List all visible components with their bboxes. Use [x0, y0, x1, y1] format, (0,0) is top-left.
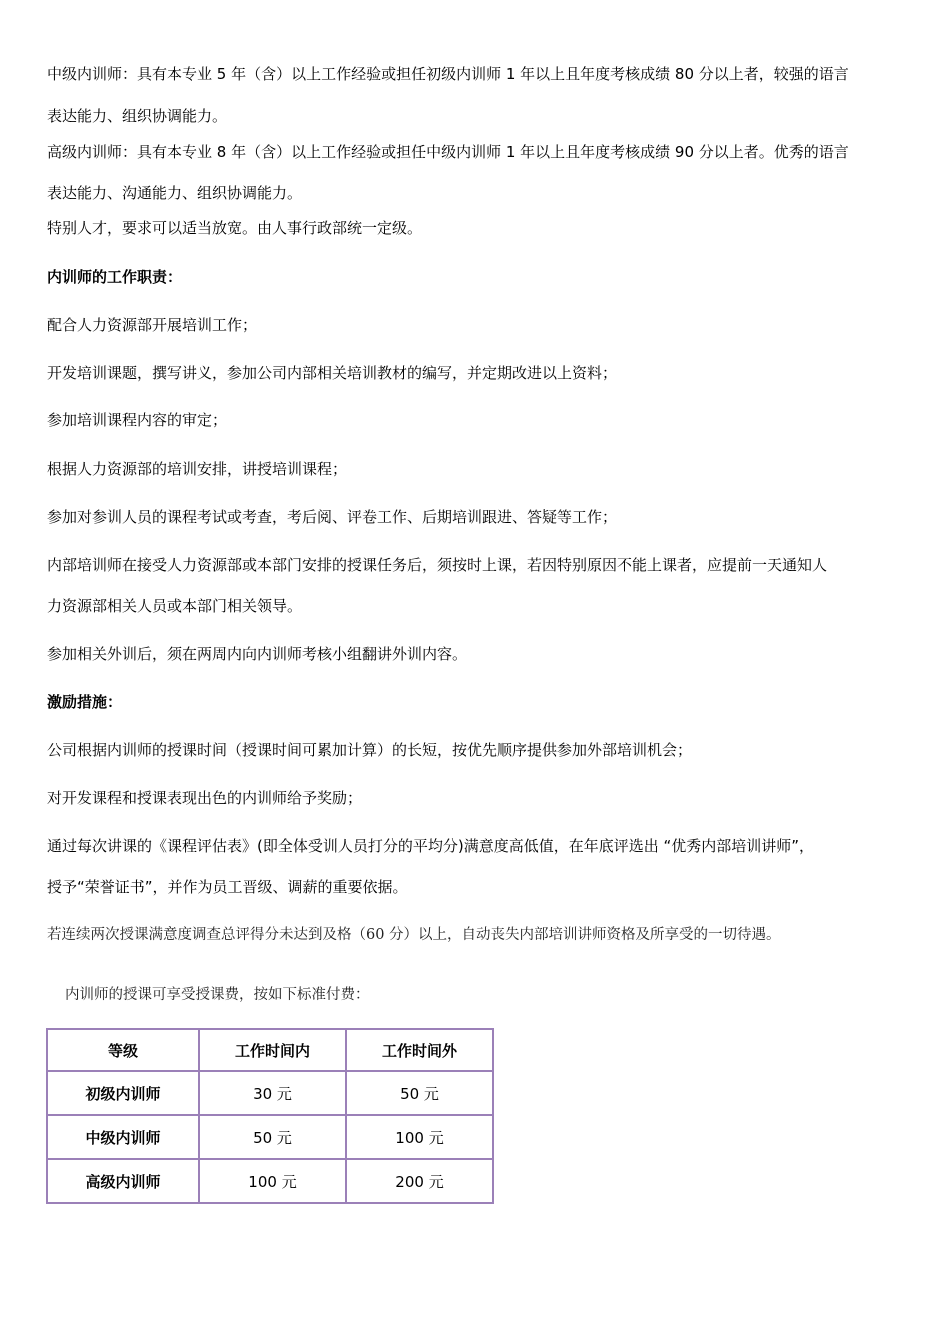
incentives-heading: 激励措施： [47, 693, 123, 711]
fee-cell: 100 元 [346, 1115, 493, 1159]
level-cell: 中级内训师 [47, 1115, 199, 1159]
duty-item-continued: 力资源部相关人员或本部门相关领导。 [47, 597, 303, 615]
header-off-hours: 工作时间外 [346, 1029, 493, 1071]
fee-table [46, 1028, 494, 1204]
fee-cell: 100 元 [199, 1159, 346, 1203]
level-cell: 高级内训师 [47, 1159, 199, 1203]
senior-trainer-requirement-line1: 高级内训师：具有本专业 8 年（含）以上工作经验或担任中级内训师 1 年以上且年度考核成绩 90 分以上者。优秀的语言 [47, 143, 849, 161]
incentive-item: 通过每次讲课的《课程评估表》(即全体受训人员打分的平均分)满意度高低值，在年底评选出 “优秀内部培训讲师”， [47, 837, 815, 855]
duty-item: 根据人力资源部的培训安排，讲授培训课程； [47, 460, 348, 478]
fee-cell: 50 元 [199, 1115, 346, 1159]
mid-trainer-requirement-line1: 中级内训师：具有本专业 5 年（含）以上工作经验或担任初级内训师 1 年以上且年度考核成绩 80 分以上者，较强的语言 [47, 65, 849, 83]
senior-trainer-requirement-line2: 表达能力、沟通能力、组织协调能力。 [47, 184, 303, 202]
duty-item: 内部培训师在接受人力资源部或本部门安排的授课任务后，须按时上课，若因特别原因不能上课者，应提前一天通知人 [47, 556, 828, 574]
table-header-row [47, 1029, 493, 1071]
fee-cell: 30 元 [199, 1071, 346, 1115]
duty-item: 配合人力资源部开展培训工作； [47, 316, 258, 334]
incentive-item-continued: 授予“荣誉证书”，并作为员工晋级、调薪的重要依据。 [47, 878, 408, 896]
fee-cell: 200 元 [346, 1159, 493, 1203]
level-cell: 初级内训师 [47, 1071, 199, 1115]
table-row [47, 1071, 493, 1115]
mid-trainer-requirement-line2: 表达能力、组织协调能力。 [47, 107, 228, 125]
header-work-hours: 工作时间内 [199, 1029, 346, 1071]
table-row [47, 1115, 493, 1159]
duty-item: 参加对参训人员的课程考试或考查，考后阅、评卷工作、后期培训跟进、答疑等工作； [47, 508, 618, 526]
special-talent-note: 特别人才，要求可以适当放宽。由人事行政部统一定级。 [47, 219, 423, 237]
duty-item: 开发培训课题，撰写讲义，参加公司内部相关培训教材的编写，并定期改进以上资料； [47, 364, 618, 382]
fee-cell: 50 元 [346, 1071, 493, 1115]
disqualification-note: 若连续两次授课满意度调查总评得分未达到及格（60 分）以上，自动丧失内部培训讲师资格及所享受的一切待遇。 [47, 927, 781, 943]
duty-item: 参加培训课程内容的审定； [47, 411, 228, 429]
incentive-item: 对开发课程和授课表现出色的内训师给予奖励； [47, 789, 363, 807]
duty-item: 参加相关外训后，须在两周内向内训师考核小组翻讲外训内容。 [47, 645, 468, 663]
header-level: 等级 [47, 1029, 199, 1071]
incentive-item: 公司根据内训师的授课时间（授课时间可累加计算）的长短，按优先顺序提供参加外部培训机会； [47, 741, 693, 759]
table-row [47, 1159, 493, 1203]
duties-heading: 内训师的工作职责： [47, 268, 183, 286]
fee-intro: 内训师的授课可享受授课费，按如下标准付费： [65, 987, 370, 1003]
